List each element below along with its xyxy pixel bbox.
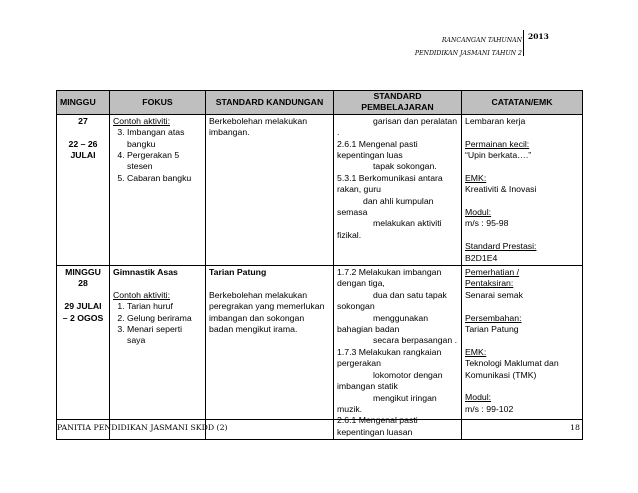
header-plan-title: RANCANGAN TAHUNAN: [441, 37, 522, 44]
cell-minggu: [57, 114, 110, 265]
cell-catatan: [462, 266, 583, 440]
module-label: Modul:: [465, 207, 492, 218]
text-line: garisan dan peralatan: [373, 115, 458, 126]
text-line: imbangan statik: [337, 381, 398, 392]
col-header-pembelajaran: STANDARD PEMBELAJARAN: [334, 91, 462, 115]
cell-pembelajaran: [334, 266, 462, 440]
performance-value: Tarian Patung: [465, 324, 519, 335]
text-line: rakan, guru: [337, 184, 381, 195]
week-label: MINGGU: [65, 267, 101, 278]
col-header-kandungan: STANDARD KANDUNGAN: [206, 91, 334, 115]
text-line: 2.6.1 Mengenal pasti: [337, 138, 418, 149]
emk-value: Kreativiti & Inovasi: [465, 184, 537, 195]
list-item: 3. Imbangan atas bangku: [127, 127, 202, 150]
focus-heading: Gimnastik Asas: [113, 267, 178, 278]
cell-kandungan: [206, 266, 334, 440]
activity-example-label: Contoh aktiviti:: [113, 289, 170, 300]
text-line: .: [337, 127, 340, 138]
small-game-label: Permainan kecil:: [465, 138, 530, 149]
page-number: 18: [570, 423, 580, 432]
text-line: dua dan satu tapak: [373, 289, 447, 300]
week-dates: 22 – 26 JULAI: [68, 138, 98, 161]
text-line: secara berpasangan .: [373, 335, 458, 346]
footer-panel-name: PANITIA PENDIDIKAN JASMANI SKDD (2): [57, 423, 228, 432]
worksheet-note: Lembaran kerja: [465, 115, 526, 126]
col-header-fokus: FOKUS: [110, 91, 206, 115]
text-line: pergerakan: [337, 358, 381, 369]
emk-label: EMK:: [465, 172, 487, 183]
week-number: 28: [78, 278, 88, 289]
footer-divider: [56, 419, 582, 420]
text-line: dengan tiga,: [337, 278, 385, 289]
week-number: 27: [78, 115, 88, 126]
list-item: 3. Menari seperti saya: [127, 324, 202, 347]
text-line: 1.7.2 Melakukan imbangan: [337, 267, 442, 278]
text-line: bahagian badan: [337, 324, 400, 335]
text-line: lokomotor dengan: [373, 369, 443, 380]
text-line: mengikut iringan: [373, 392, 437, 403]
module-value: m/s : 99-102: [465, 403, 514, 414]
header-subject: PENDIDIKAN JASMANI TAHUN 2: [414, 50, 522, 57]
header-divider: [523, 30, 524, 56]
list-item: 5. Cabaran bangku: [127, 173, 202, 184]
list-item: 4. Pergerakan 5 stesen: [127, 150, 202, 173]
cell-fokus: [110, 266, 206, 440]
text-line: dan ahli kumpulan: [363, 195, 434, 206]
activity-example-label: Contoh aktiviti:: [113, 115, 170, 126]
emk-label: EMK:: [465, 346, 487, 357]
text-line: kepentingan luas: [337, 150, 403, 161]
module-value: m/s : 95-98: [465, 218, 509, 229]
list-item: 1. Tarian huruf: [127, 301, 202, 312]
yearly-plan-table: [56, 90, 583, 440]
text-line: fizikal.: [337, 229, 362, 240]
cell-minggu: [57, 266, 110, 440]
small-game-value: “Upin berkata….”: [465, 150, 532, 161]
cell-kandungan: Berkebolehan melakukan imbangan.: [206, 114, 334, 265]
content-text: Berkebolehan melakukan peregrakan yang memerlukan imbangan dan sokongan badan mengikut irama.: [209, 289, 325, 335]
list-item: 2. Gelung berirama: [127, 313, 202, 324]
table-header-row: [57, 91, 583, 115]
standard-value: B2D1E4: [465, 252, 498, 263]
col-header-catatan: CATATAN/EMK: [462, 91, 583, 115]
text-line: tapak sokongan.: [373, 161, 437, 172]
table-row: [57, 266, 583, 440]
assessment-label: Pentaksiran:: [465, 278, 514, 289]
standard-label: Standard Prestasi:: [465, 241, 537, 252]
week-dates: 29 JULAI: [64, 301, 102, 312]
emk-value: Teknologi Maklumat dan Komunikasi (TMK): [465, 358, 559, 380]
text-line: semasa: [337, 207, 368, 218]
text-line: menggunakan: [373, 312, 429, 323]
text-line: muzik.: [337, 403, 363, 414]
text-line: 1.7.3 Melakukan rangkaian: [337, 346, 442, 357]
text-line: 2.6.1 Mengenal pasti: [337, 415, 418, 426]
observation-label: Pemerhatian /: [465, 267, 520, 278]
text-line: 5.3.1 Berkomunikasi antara: [337, 172, 443, 183]
cell-fokus: [110, 114, 206, 265]
cell-catatan: [462, 114, 583, 265]
text-line: melakukan aktiviti: [373, 218, 442, 229]
text-line: kepentingan luasan: [337, 426, 413, 437]
table-row: [57, 114, 583, 265]
performance-label: Persembahan:: [465, 312, 522, 323]
week-dates: – 2 OGOS: [62, 312, 104, 323]
module-label: Modul:: [465, 392, 492, 403]
assessment-value: Senarai semak: [465, 289, 523, 300]
header-year: 2013: [528, 32, 549, 41]
cell-pembelajaran: [334, 114, 462, 265]
document-header: [415, 34, 522, 60]
content-heading: Tarian Patung: [209, 267, 267, 278]
text-line: sokongan: [337, 301, 375, 312]
col-header-minggu: MINGGU: [57, 91, 110, 115]
